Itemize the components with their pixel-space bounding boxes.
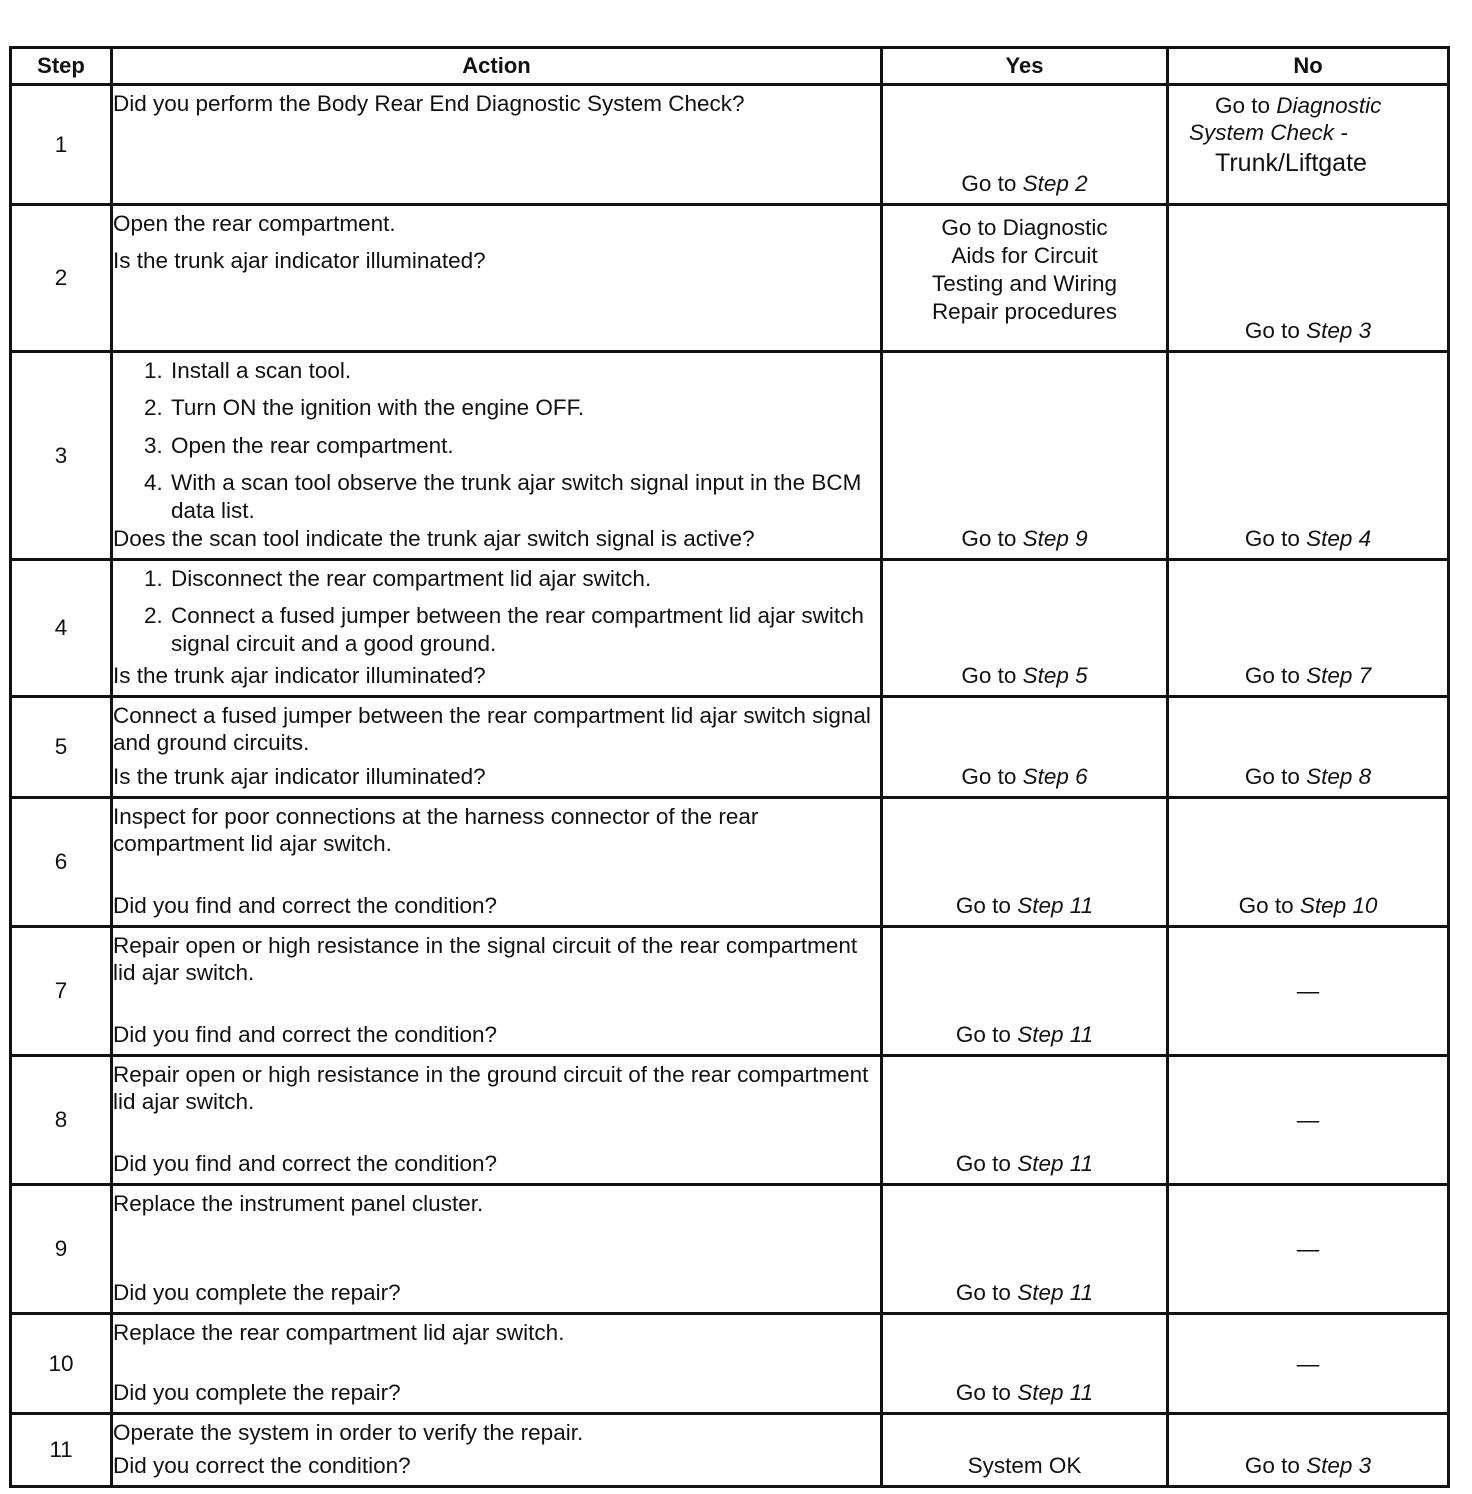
no-step-link[interactable]: Step 3	[1306, 1452, 1372, 1478]
yes-step-link[interactable]: Step 11	[1017, 892, 1094, 918]
yes-reference-line: Testing and Wiring	[931, 270, 1118, 296]
go-to-label: Go to	[955, 1021, 1011, 1047]
action-cell	[112, 1185, 882, 1314]
yes-step-link[interactable]: Step 5	[1022, 662, 1088, 688]
yes-cell	[882, 85, 1168, 205]
action-cell	[112, 697, 882, 798]
step-number: 4	[11, 560, 112, 697]
no-not-applicable: —	[1296, 1350, 1320, 1376]
go-to-label: Go to	[1244, 317, 1300, 343]
action-cell	[112, 1056, 882, 1185]
action-cell	[112, 1414, 882, 1487]
yes-cell	[882, 1056, 1168, 1185]
no-cell	[1168, 1185, 1449, 1314]
no-not-applicable: —	[1296, 1236, 1320, 1262]
action-question: Did you complete the repair?	[113, 1279, 401, 1305]
table-row-step-4	[11, 560, 1449, 697]
go-to-label: Go to	[1244, 662, 1300, 688]
go-to-label: Go to	[961, 170, 1017, 196]
go-to-label: Go to	[955, 1379, 1011, 1405]
action-cell	[112, 798, 882, 927]
action-question: Did you find and correct the condition?	[113, 892, 497, 918]
no-cell	[1168, 1314, 1449, 1414]
no-cell	[1168, 205, 1449, 352]
table-row-step-8	[11, 1056, 1449, 1185]
yes-result: System OK	[967, 1452, 1082, 1478]
no-cell	[1168, 697, 1449, 798]
action-question: Did you correct the condition?	[113, 1452, 411, 1478]
action-question: Did you find and correct the condition?	[113, 1150, 497, 1176]
table-row-step-6	[11, 798, 1449, 927]
go-to-label: Go to	[955, 892, 1011, 918]
step-number: 6	[11, 798, 112, 927]
action-question: Does the scan tool indicate the trunk ajar switch signal is active?	[113, 525, 755, 551]
action-cell	[112, 85, 882, 205]
yes-cell	[882, 1185, 1168, 1314]
substep-item: 1. Disconnect the rear compartment lid ajar switch.	[169, 565, 880, 592]
no-step-link[interactable]: Step 8	[1306, 763, 1372, 789]
no-reference-line2[interactable]: System Check -	[1189, 120, 1348, 145]
action-question: Did you complete the repair?	[113, 1379, 401, 1405]
no-cell	[1168, 1414, 1449, 1487]
table-row-step-9	[11, 1185, 1449, 1314]
step-number: 11	[11, 1414, 112, 1487]
action-text: Open the rear compartment.	[113, 211, 396, 236]
go-to-label: Go to	[961, 662, 1017, 688]
substep-list	[113, 565, 880, 657]
no-step-link[interactable]: Step 7	[1306, 662, 1372, 688]
yes-cell	[882, 1414, 1168, 1487]
action-question: Is the trunk ajar indicator illuminated?	[113, 763, 486, 789]
no-cell	[1168, 927, 1449, 1056]
yes-reference-line: Aids for Circuit	[951, 242, 1098, 268]
no-step-link[interactable]: Step 10	[1299, 892, 1378, 918]
no-reference-line1[interactable]: Diagnostic	[1276, 93, 1382, 118]
action-text: Operate the system in order to verify the repair.	[113, 1420, 584, 1445]
yes-cell	[882, 697, 1168, 798]
yes-step-link[interactable]: Step 9	[1022, 525, 1088, 551]
action-question: Is the trunk ajar indicator illuminated?	[113, 662, 486, 688]
go-to-label: Go to	[1238, 892, 1294, 918]
go-to-label: Go to	[1244, 525, 1300, 551]
substep-item: 4. With a scan tool observe the trunk ajar switch signal input in the BCM data list.	[169, 469, 880, 524]
action-cell	[112, 205, 882, 352]
step-number: 3	[11, 352, 112, 560]
substep-item: 1. Install a scan tool.	[169, 357, 880, 384]
yes-step-link[interactable]: Step 11	[1017, 1379, 1094, 1405]
action-question: Did you find and correct the condition?	[113, 1021, 497, 1047]
action-text: Replace the instrument panel cluster.	[113, 1191, 484, 1216]
no-not-applicable: —	[1296, 978, 1320, 1004]
no-step-link[interactable]: Step 4	[1306, 525, 1372, 551]
header-step: Step	[11, 48, 112, 85]
go-to-label: Go to	[955, 1150, 1011, 1176]
yes-step-link[interactable]: Step 11	[1017, 1021, 1094, 1047]
table-row-step-10	[11, 1314, 1449, 1414]
go-to-label: Go to	[1244, 1452, 1300, 1478]
go-to-label: Go to	[961, 763, 1017, 789]
step-number: 7	[11, 927, 112, 1056]
step-number: 8	[11, 1056, 112, 1185]
substep-item: 3. Open the rear compartment.	[169, 432, 880, 459]
action-question: Is the trunk ajar indicator illuminated?	[113, 248, 486, 274]
action-text: Connect a fused jumper between the rear compartment lid ajar switch signal and ground circuits.	[113, 703, 871, 756]
action-text: Repair open or high resistance in the ground circuit of the rear compartment lid ajar switch.	[113, 1062, 869, 1115]
header-no: No	[1168, 48, 1449, 85]
table-row-step-5	[11, 697, 1449, 798]
yes-cell	[882, 205, 1168, 352]
step-number: 10	[11, 1314, 112, 1414]
table-row-step-1	[11, 85, 1449, 205]
action-cell	[112, 352, 882, 560]
yes-cell	[882, 798, 1168, 927]
go-to-label: Go to	[1215, 93, 1271, 118]
yes-step-link[interactable]: Step 2	[1022, 170, 1088, 196]
yes-step-link[interactable]: Step 11	[1017, 1150, 1094, 1176]
action-text: Repair open or high resistance in the signal circuit of the rear compartment lid ajar switch.	[113, 933, 858, 986]
yes-step-link[interactable]: Step 6	[1022, 763, 1088, 789]
diagnostic-table	[9, 46, 1450, 1488]
no-cell	[1168, 798, 1449, 927]
table-row-step-2	[11, 205, 1449, 352]
action-text: Replace the rear compartment lid ajar switch.	[113, 1320, 565, 1345]
action-cell	[112, 560, 882, 697]
table-row-step-11	[11, 1414, 1449, 1487]
action-text: Inspect for poor connections at the harness connector of the rear compartment lid ajar switch.	[113, 804, 759, 857]
action-text: Did you perform the Body Rear End Diagnostic System Check?	[113, 91, 745, 116]
no-cell	[1168, 1056, 1449, 1185]
substep-list	[113, 357, 880, 524]
action-cell	[112, 927, 882, 1056]
go-to-label: Go to	[961, 525, 1017, 551]
yes-reference-line: Repair procedures	[931, 298, 1118, 324]
header-action: Action	[112, 48, 882, 85]
go-to-label: Go to	[1244, 763, 1300, 789]
action-cell	[112, 1314, 882, 1414]
table-row-step-7	[11, 927, 1449, 1056]
yes-cell	[882, 927, 1168, 1056]
no-cell	[1168, 352, 1449, 560]
no-cell	[1168, 85, 1449, 205]
no-cell	[1168, 560, 1449, 697]
no-step-link[interactable]: Step 3	[1306, 317, 1372, 343]
yes-cell	[882, 352, 1168, 560]
yes-reference-line: Go to Diagnostic	[941, 215, 1108, 240]
step-number: 9	[11, 1185, 112, 1314]
step-number: 2	[11, 205, 112, 352]
yes-cell	[882, 560, 1168, 697]
table-row-step-3	[11, 352, 1449, 560]
substep-item: 2. Connect a fused jumper between the rear compartment lid ajar switch signal circuit and a good ground.	[169, 602, 880, 657]
header-yes: Yes	[882, 48, 1168, 85]
yes-reference[interactable]	[883, 206, 1166, 326]
no-not-applicable: —	[1296, 1107, 1320, 1133]
yes-cell	[882, 1314, 1168, 1414]
step-number: 1	[11, 85, 112, 205]
yes-step-link[interactable]: Step 11	[1017, 1279, 1094, 1305]
substep-item: 2. Turn ON the ignition with the engine OFF.	[169, 394, 880, 421]
no-reference-line3[interactable]: Trunk/Liftgate	[1215, 149, 1367, 177]
go-to-label: Go to	[955, 1279, 1011, 1305]
header-row	[11, 48, 1449, 85]
step-number: 5	[11, 697, 112, 798]
